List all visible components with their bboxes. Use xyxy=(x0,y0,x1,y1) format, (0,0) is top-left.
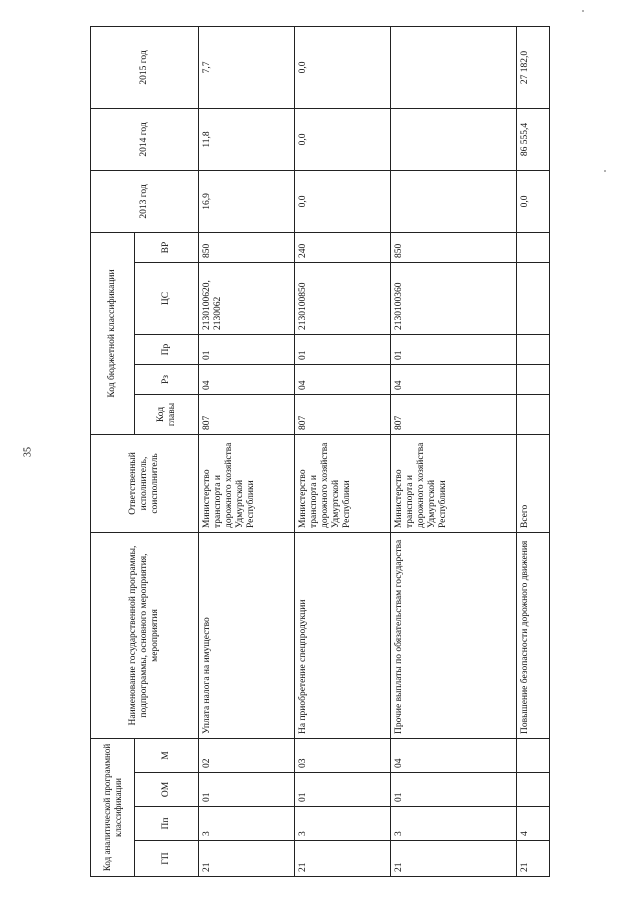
cell-pp: 3 xyxy=(391,807,517,841)
executor-header: Ответственный исполнитель, соисполнитель xyxy=(91,435,199,533)
cell-pr: 01 xyxy=(295,335,391,365)
cell-2015 xyxy=(391,26,517,108)
cell-pr: 01 xyxy=(391,335,517,365)
cell-2014: 11,8 xyxy=(199,108,295,170)
table-row xyxy=(199,26,295,876)
pr-header: Пр xyxy=(135,335,199,365)
cell-executor: Министерство транспорта и дорожного хозяйства Удмуртской Республики xyxy=(295,435,391,533)
table-row xyxy=(517,26,550,876)
rotated-table-wrapper xyxy=(90,27,550,877)
year-2015-header: 2015 год xyxy=(91,26,199,108)
cell-pp: 3 xyxy=(295,807,391,841)
cell-2014: 86 555,4 xyxy=(517,108,550,170)
cell-gp: 21 xyxy=(517,841,550,877)
cell-name: Уплата налога на имущество xyxy=(199,533,295,739)
page-number: 35 xyxy=(22,447,34,457)
cell-pr: 01 xyxy=(199,335,295,365)
header-row-1 xyxy=(91,26,135,876)
cell-gp: 21 xyxy=(295,841,391,877)
cell-name: Прочие выплаты по обязательствам государства xyxy=(391,533,517,739)
cell-rz: 04 xyxy=(295,365,391,395)
cell-2013: 0,0 xyxy=(295,170,391,232)
cell-name: На приобретение спецпродукции xyxy=(295,533,391,739)
cell-om xyxy=(517,773,550,807)
cell-om: 01 xyxy=(391,773,517,807)
cell-2013: 16,9 xyxy=(199,170,295,232)
year-2014-header: 2014 год xyxy=(91,108,199,170)
scan-speck xyxy=(582,10,584,12)
year-2013-header: 2013 год xyxy=(91,170,199,232)
analytic-code-header: Код аналитической программной классификации xyxy=(91,739,135,877)
cell-vr: 850 xyxy=(199,232,295,262)
cell-m xyxy=(517,739,550,773)
table-row xyxy=(391,26,517,876)
scan-speck xyxy=(604,170,606,172)
cell-om: 01 xyxy=(199,773,295,807)
cell-2014 xyxy=(391,108,517,170)
cell-rz: 04 xyxy=(199,365,295,395)
cell-vr: 850 xyxy=(391,232,517,262)
om-header: ОМ xyxy=(135,773,199,807)
cell-cs: 2130100850 xyxy=(295,263,391,335)
rz-header: Рз xyxy=(135,365,199,395)
name-header: Наименование государственной программы, подпрограммы, основного мероприятия, мероприятия xyxy=(91,533,199,739)
cell-rz xyxy=(517,365,550,395)
cell-name: Повышение безопасности дорожного движения xyxy=(517,533,550,739)
cell-pp: 4 xyxy=(517,807,550,841)
cell-executor: Всего xyxy=(517,435,550,533)
cell-2014: 0,0 xyxy=(295,108,391,170)
cell-kod xyxy=(517,395,550,435)
cell-cs xyxy=(517,263,550,335)
cell-2015: 27 182,0 xyxy=(517,26,550,108)
kod-glavy-header: Код главы xyxy=(135,395,199,435)
pp-header: Пп xyxy=(135,807,199,841)
cell-vr: 240 xyxy=(295,232,391,262)
cell-executor: Министерство транспорта и дорожного хозяйства Удмуртской Республики xyxy=(391,435,517,533)
cell-kod: 807 xyxy=(199,395,295,435)
cell-cs: 2130100620, 2130062 xyxy=(199,263,295,335)
cell-pp: 3 xyxy=(199,807,295,841)
cell-vr xyxy=(517,232,550,262)
table-row xyxy=(295,26,391,876)
cell-2015: 0,0 xyxy=(295,26,391,108)
vr-header: ВР xyxy=(135,232,199,262)
cell-2013: 0,0 xyxy=(517,170,550,232)
cell-cs: 2130100360 xyxy=(391,263,517,335)
cell-kod: 807 xyxy=(391,395,517,435)
budget-table xyxy=(90,26,550,877)
cell-kod: 807 xyxy=(295,395,391,435)
budget-code-header: Код бюджетной классификации xyxy=(91,232,135,434)
cell-m: 03 xyxy=(295,739,391,773)
cell-rz: 04 xyxy=(391,365,517,395)
cell-2015: 7,7 xyxy=(199,26,295,108)
cell-m: 02 xyxy=(199,739,295,773)
cs-header: ЦС xyxy=(135,263,199,335)
cell-gp: 21 xyxy=(391,841,517,877)
m-header: М xyxy=(135,739,199,773)
cell-2013 xyxy=(391,170,517,232)
cell-gp: 21 xyxy=(199,841,295,877)
gp-header: ГП xyxy=(135,841,199,877)
cell-pr xyxy=(517,335,550,365)
cell-m: 04 xyxy=(391,739,517,773)
cell-executor: Министерство транспорта и дорожного хозяйства Удмуртской Республики xyxy=(199,435,295,533)
cell-om: 01 xyxy=(295,773,391,807)
